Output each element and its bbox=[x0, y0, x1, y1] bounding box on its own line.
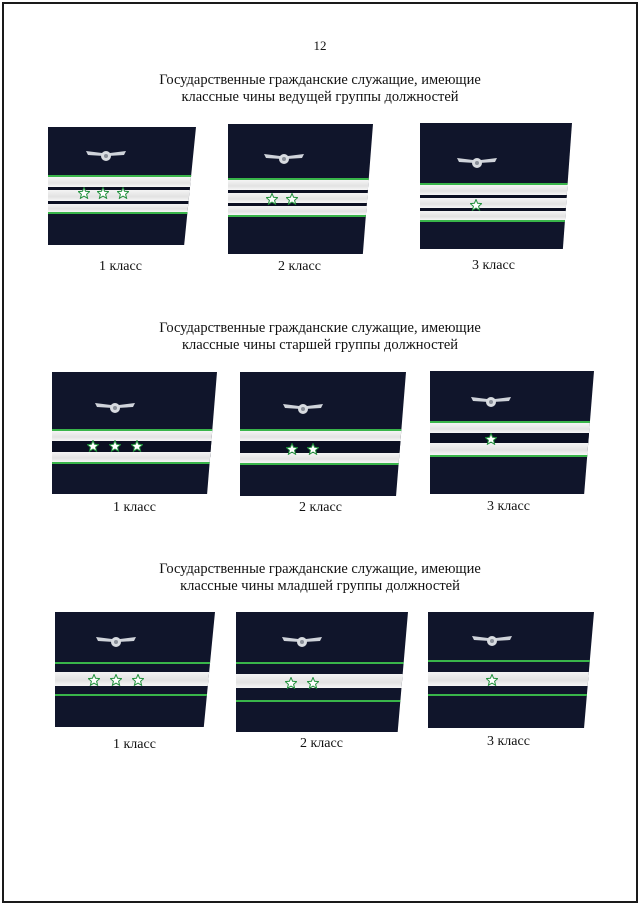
star-icon bbox=[87, 440, 99, 452]
insignia-patch-junior-class-2 bbox=[236, 612, 408, 732]
caption-class-2: 2 класс bbox=[299, 500, 342, 515]
insignia-patch-leading-class-2 bbox=[228, 124, 373, 254]
heading-line-2: классные чины младшей группы должностей bbox=[180, 578, 460, 594]
caption-class-3: 3 класс bbox=[472, 258, 515, 273]
star-icon bbox=[286, 193, 298, 205]
star-icon bbox=[470, 199, 482, 211]
star-icon bbox=[88, 674, 100, 686]
winged-wheel-emblem-icon bbox=[455, 154, 499, 170]
section-heading-senior bbox=[0, 320, 640, 354]
insignia-patch-leading-class-3 bbox=[420, 123, 572, 249]
star-icon bbox=[286, 443, 298, 455]
caption-class-1: 1 класс bbox=[113, 500, 156, 515]
caption-class-1: 1 класс bbox=[99, 259, 142, 274]
winged-wheel-emblem-icon bbox=[84, 147, 128, 163]
heading-line-2: классные чины ведущей группы должностей bbox=[181, 89, 459, 105]
winged-wheel-emblem-icon bbox=[470, 632, 514, 648]
star-icon bbox=[117, 187, 129, 199]
winged-wheel-emblem-icon bbox=[93, 399, 137, 415]
star-icon bbox=[132, 674, 144, 686]
insignia-patch-junior-class-3 bbox=[428, 612, 594, 728]
star-icon bbox=[285, 677, 297, 689]
winged-wheel-emblem-icon bbox=[280, 633, 324, 649]
star-icon bbox=[97, 187, 109, 199]
winged-wheel-emblem-icon bbox=[469, 393, 513, 409]
heading-line-1: Государственные гражданские служащие, имеющие bbox=[159, 561, 481, 577]
star-icon bbox=[110, 674, 122, 686]
winged-wheel-emblem-icon bbox=[281, 400, 325, 416]
insignia-patch-senior-class-3 bbox=[430, 371, 594, 494]
caption-class-3: 3 класс bbox=[487, 734, 530, 749]
caption-class-3: 3 класс bbox=[487, 499, 530, 514]
star-icon bbox=[266, 193, 278, 205]
star-icon bbox=[307, 677, 319, 689]
star-icon bbox=[78, 187, 90, 199]
heading-line-1: Государственные гражданские служащие, имеющие bbox=[159, 72, 481, 88]
heading-line-1: Государственные гражданские служащие, имеющие bbox=[159, 320, 481, 336]
insignia-patch-senior-class-2 bbox=[240, 372, 406, 496]
star-icon bbox=[109, 440, 121, 452]
winged-wheel-emblem-icon bbox=[262, 150, 306, 166]
star-icon bbox=[131, 440, 143, 452]
star-icon bbox=[307, 443, 319, 455]
insignia-patch-senior-class-1 bbox=[52, 372, 217, 494]
caption-class-2: 2 класс bbox=[278, 259, 321, 274]
insignia-patch-leading-class-1 bbox=[48, 127, 196, 245]
insignia-patch-junior-class-1 bbox=[55, 612, 215, 727]
heading-line-2: классные чины старшей группы должностей bbox=[181, 337, 459, 353]
section-heading-junior bbox=[0, 561, 640, 595]
section-heading-senior-leading bbox=[0, 72, 640, 106]
caption-class-2: 2 класс bbox=[300, 736, 343, 751]
winged-wheel-emblem-icon bbox=[94, 633, 138, 649]
page-number: 12 bbox=[313, 38, 327, 53]
star-icon bbox=[486, 674, 498, 686]
star-icon bbox=[485, 433, 497, 445]
caption-class-1: 1 класс bbox=[113, 737, 156, 752]
